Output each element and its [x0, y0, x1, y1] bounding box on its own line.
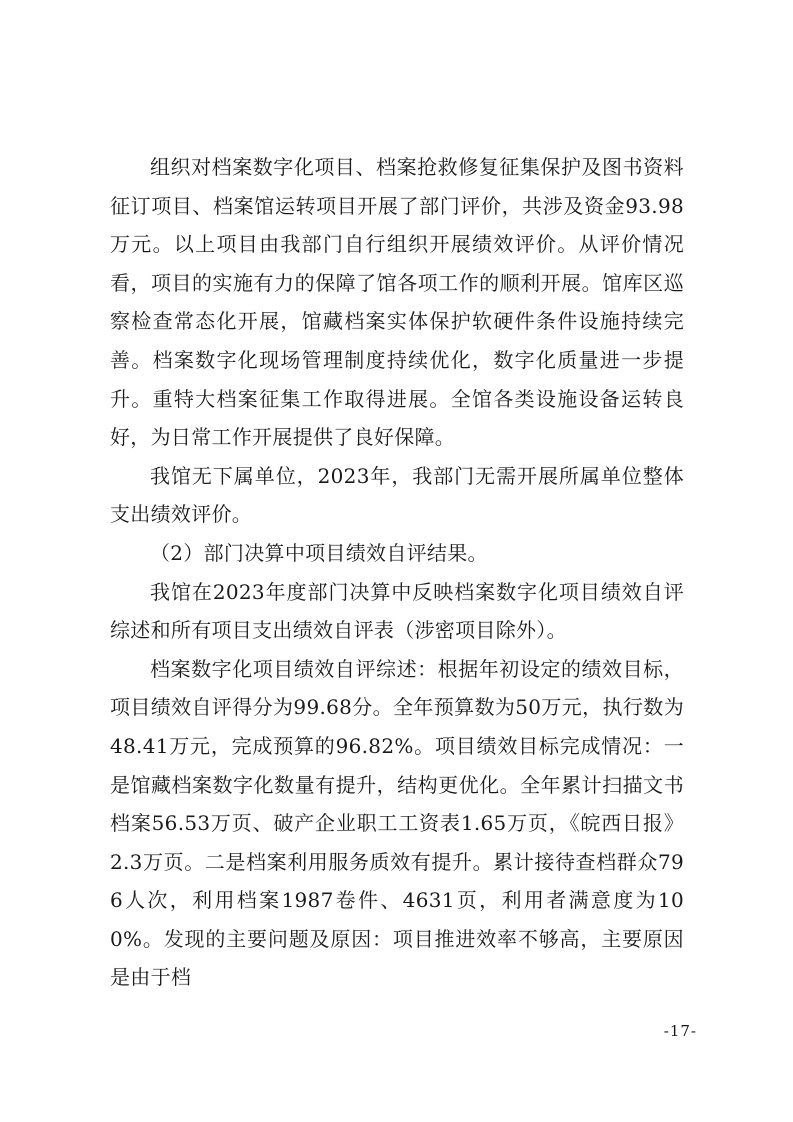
section-heading-self-evaluation: （2）部门决算中项目绩效自评结果。: [150, 540, 488, 565]
page-number: -17-: [663, 1022, 697, 1040]
paragraph-final-accounts: 我馆在2023年度部门决算中反映档案数字化项目绩效自评综述和所有项目支出绩效自评表（涉密项目除外）。: [110, 579, 684, 643]
paragraph-digitization-summary: 档案数字化项目绩效自评综述：根据年初设定的绩效目标，项目绩效自评得分为99.68分。全年预算数为50万元，执行数为48.41万元，完成预算的96.82%。项目绩效目标完成情况：一是馆藏档案数字化数量有提升，结构更优化。全年累计扫描文书档案56.53万页、破产企业职工工资表1.65万页，《皖西日报》2.3万页。二是档案利用服务质效有提升。累计接待查档群众796人次，利用档案1987卷件、4631页，利用者满意度为100%。发现的主要问题及原因：项目推进效率不够高，主要原因是由于档: [110, 656, 684, 990]
paragraph-subordinate-units: 我馆无下属单位，2023年，我部门无需开展所属单位整体支出绩效评价。: [110, 463, 684, 527]
paragraph-evaluation-overview: 组织对档案数字化项目、档案抢救修复征集保护及图书资料征订项目、档案馆运转项目开展了部门评价，共涉及资金93.98万元。以上项目由我部门自行组织开展绩效评价。从评价情况看，项目的实施有力的保障了馆各项工作的顺利开展。馆库区巡察检查常态化开展，馆藏档案实体保护软硬件条件设施持续完善。档案数字化现场管理制度持续优化，数字化质量进一步提升。重特大档案征集工作取得进展。全馆各类设施设备运转良好，为日常工作开展提供了良好保障。: [110, 155, 684, 450]
document-body: [110, 148, 684, 997]
